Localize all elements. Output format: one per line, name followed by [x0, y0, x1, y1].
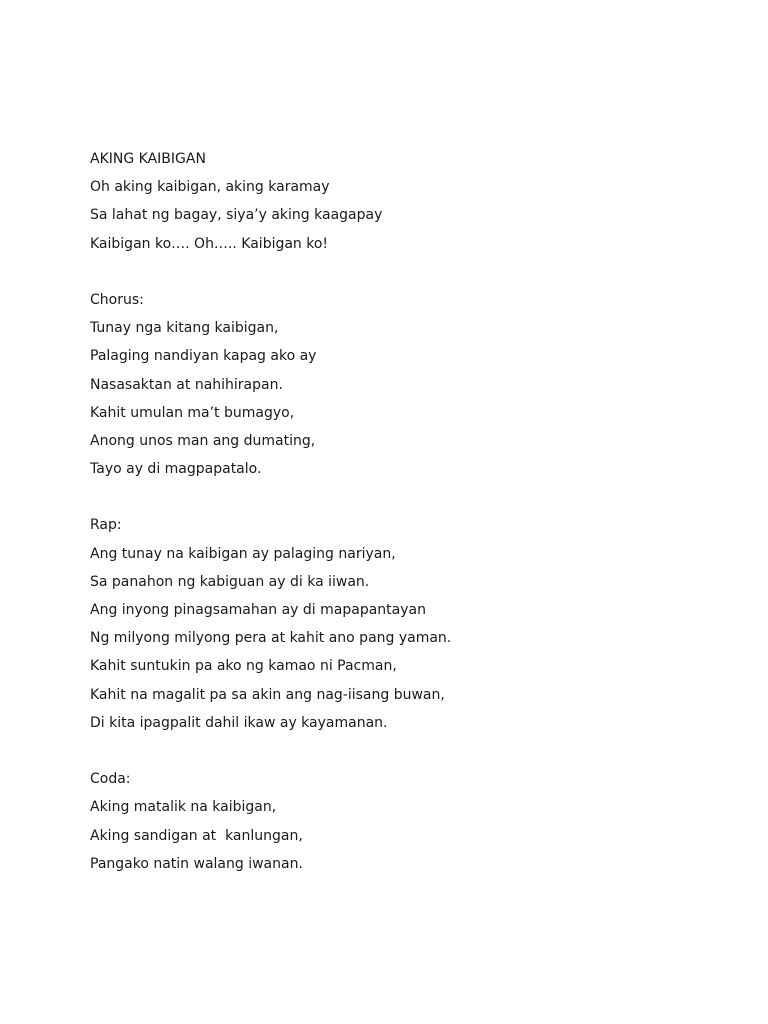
intro-section — [90, 173, 768, 258]
chorus-line: Kahit umulan ma’t bumagyo, — [90, 404, 295, 421]
rap-line: Ang inyong pinagsamahan ay di mapapantayan — [90, 602, 426, 618]
section-spacer — [90, 258, 768, 286]
rap-line: Ang tunay na kaibigan ay palaging nariyan, — [90, 545, 396, 562]
rap-line: Sa panahon ng kabiguan ay di ka iiwan. — [90, 573, 370, 590]
coda-line: Aking matalik na kaibigan, — [90, 799, 277, 816]
coda-label: Coda: — [90, 771, 131, 788]
section-spacer — [90, 737, 768, 765]
chorus-line: Nasasaktan at nahihirapan. — [90, 376, 283, 393]
section-spacer — [90, 483, 768, 511]
rap-label: Rap: — [90, 517, 122, 534]
intro-line: Oh aking kaibigan, aking karamay — [90, 179, 330, 196]
chorus-line: Palaging nandiyan kapag ako ay — [90, 348, 317, 365]
rap-line: Di kita ipagpalit dahil ikaw ay kayamanan. — [90, 714, 388, 731]
song-title: AKING KAIBIGAN — [90, 151, 206, 167]
rap-line: Kahit na magalit pa sa akin ang nag-iisang buwan, — [90, 686, 445, 703]
rap-section — [90, 511, 768, 737]
intro-line: Kaibigan ko…. Oh….. Kaibigan ko! — [90, 235, 329, 252]
chorus-line: Tayo ay di magpapatalo. — [90, 461, 262, 478]
intro-line: Sa lahat ng bagay, siya’y aking kaagapay — [90, 207, 383, 224]
rap-line: Kahit suntukin pa ako ng kamao ni Pacman, — [90, 658, 397, 675]
coda-line: Aking sandigan at kanlungan, — [90, 827, 303, 844]
coda-section — [90, 765, 768, 878]
chorus-label: Chorus: — [90, 291, 144, 308]
rap-line: Ng milyong milyong pera at kahit ano pang yaman. — [90, 630, 452, 647]
chorus-line: Anong unos man ang dumating, — [90, 432, 316, 449]
chorus-section — [90, 286, 768, 483]
chorus-line: Tunay nga kitang kaibigan, — [90, 320, 279, 337]
coda-line: Pangako natin walang iwanan. — [90, 855, 303, 872]
